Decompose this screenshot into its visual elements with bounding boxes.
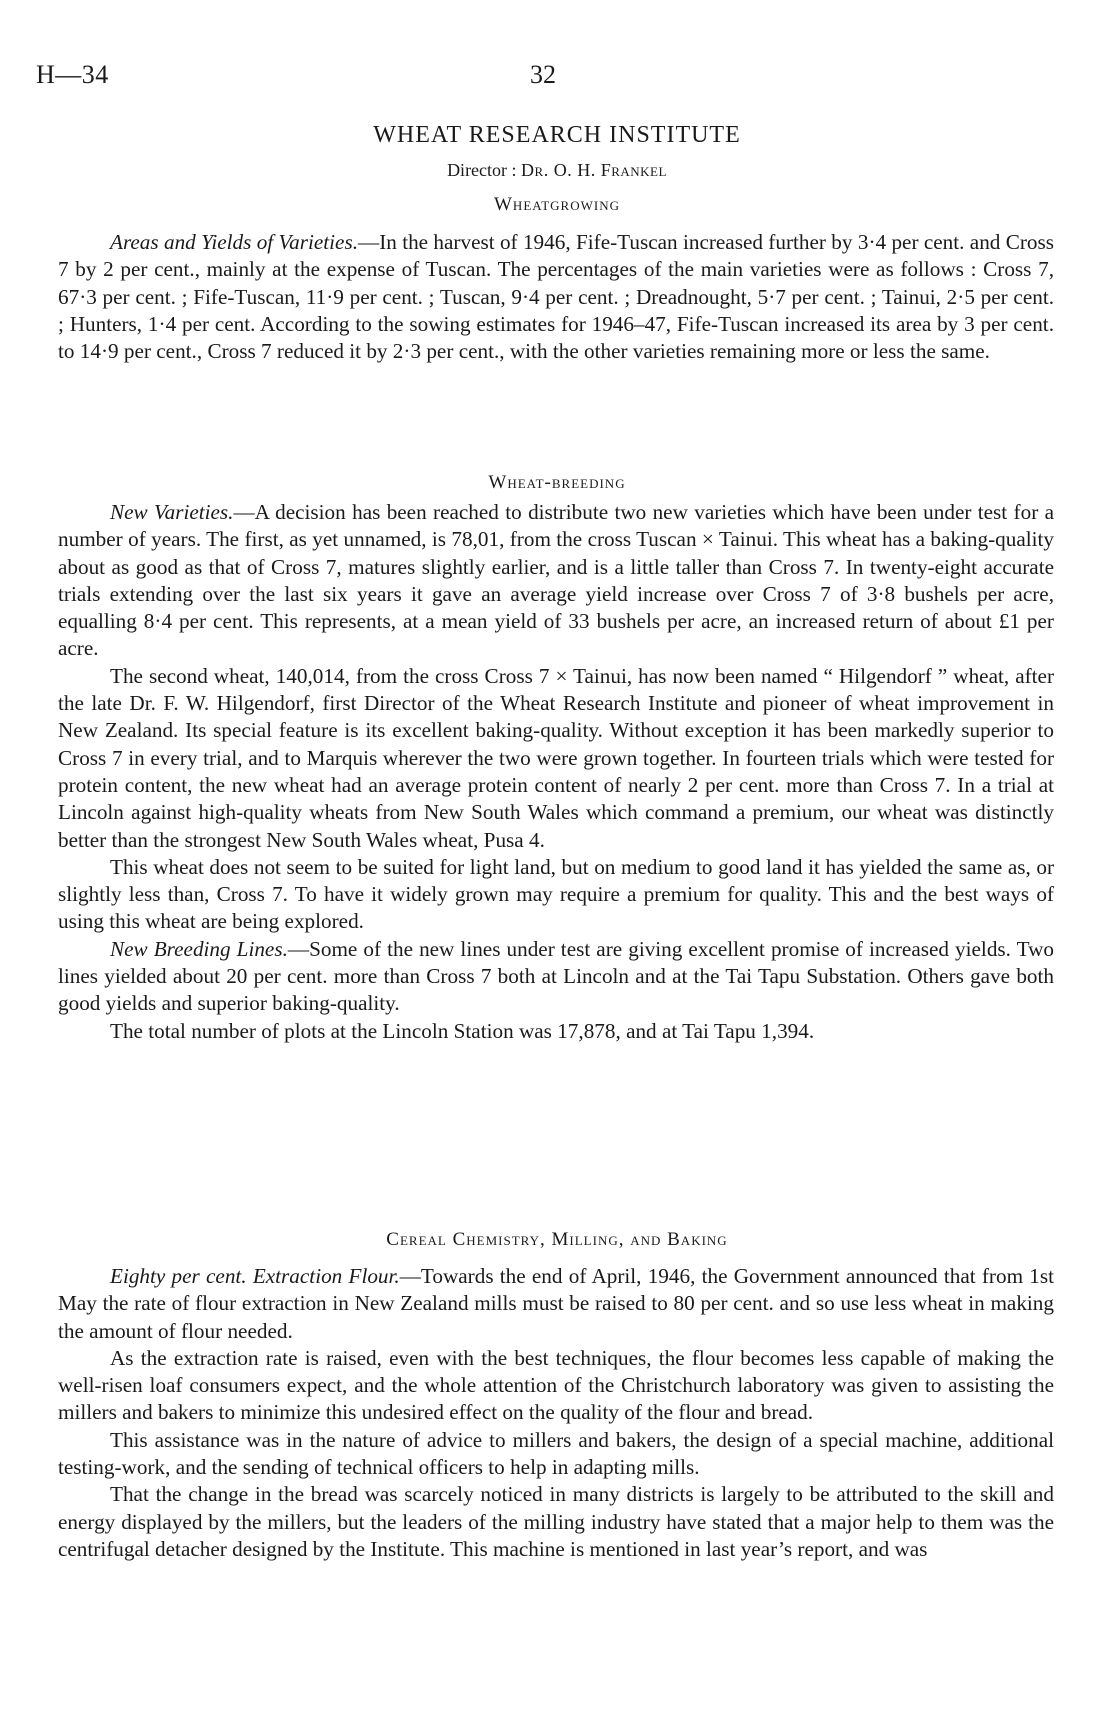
page-number: 32 xyxy=(530,60,556,89)
paragraph-text: This assistance was in the nature of advice to millers and bakers, the design of a special machine, additional testing-work, and the sending of technical officers to help in adapting mills. xyxy=(58,1427,1054,1480)
paragraph-text: —A decision has been reached to distribute two new varieties which have been under test for a number of years. The first, as yet unnamed, is 78,01, from the cross Tuscan × Tainui. This wheat has a baking-quality about as good as that of Cross 7, matures slightly earlier, and is a little taller than Cross 7. In twenty-eight accurate trials extending over the last six years it gave an average yield increase over Cross 7 of 3·8 bushels per acre, equalling 8·4 per cent. This represents, at a mean yield of 33 bushels per acre, an increased return of about £1 per acre. xyxy=(58,500,1054,661)
director-name: Dr. O. H. Frankel xyxy=(521,160,667,180)
paragraph-text: —Towards the end of April, 1946, the Government announced that from 1st May the rate of flour extraction in New Zealand mills must be raised to 80 per cent. and so use less wheat in making the amount of flour needed. xyxy=(58,1264,1055,1343)
paragraph xyxy=(58,1481,1054,1563)
paragraph-text: —Some of the new lines under test are giving excellent promise of increased yields. Two lines yielded about 20 per cent. more than Cross 7 both at Lincoln and at the Tai Tapu Substation. Others gave both good yields and superior baking-quality. xyxy=(58,936,1054,1016)
paragraph-text: As the extraction rate is raised, even with the best techniques, the flour becomes less capable of making the well-risen loaf consumers expect, and the whole attention of the Christchurch laboratory was given to assisting the millers and bakers to minimize this undesired effect on the quality of the flour and bread. xyxy=(58,1345,1054,1425)
paragraph xyxy=(58,1263,1054,1345)
paragraph xyxy=(58,229,1054,365)
paragraph xyxy=(58,936,1054,1018)
section-heading-cereal-chemistry: Cereal Chemistry, Milling, and Baking xyxy=(386,1229,728,1250)
paragraph xyxy=(58,854,1054,936)
paragraph-text: The total number of plots at the Lincoln Station was 17,878, and at Tai Tapu 1,394. xyxy=(110,1018,815,1043)
director-label: Director : xyxy=(447,160,517,180)
section-heading-wheat-breeding: Wheat-breeding xyxy=(488,472,626,493)
paragraph-text: That the change in the bread was scarcely noticed in many districts is largely to be attributed to the skill and energy displayed by the millers, but the leaders of the milling industry have stated that a major help to them was the centrifugal detacher designed by the Institute. This machine is mentioned in last year’s report, and was xyxy=(58,1482,1054,1561)
section-body-wheatgrowing xyxy=(58,229,1054,365)
paragraph xyxy=(58,499,1054,663)
paragraph-text: —In the harvest of 1946, Fife-Tuscan increased further by 3·4 per cent. and Cross 7 by 2 per cent., mainly at the expense of Tuscan. The percentages of the main varieties were as follows : Cross 7, 67·3 per cent. ; Fife-Tuscan, 11·9 per cent. ; Tuscan, 9·4 per cent. ; Dreadnought, 5·7 per cent. ; Tainui, 2·5 per cent. ; Hunters, 1·4 per cent. According to the sowing estimates for 1946–47, Fife-Tuscan increased its area by 3 per cent. to 14·9 per cent., Cross 7 reduced it by 2·3 per cent., with the other varieties remaining more or less the same. xyxy=(58,230,1055,364)
paragraph xyxy=(58,1427,1054,1482)
paragraph-lead: New Varieties. xyxy=(110,500,234,524)
section-body-cereal-chemistry xyxy=(58,1263,1054,1563)
paragraph-lead: New Breeding Lines. xyxy=(110,936,288,961)
paragraph-text: The second wheat, 140,014, from the cross Cross 7 × Tainui, has now been named “ Hilgendorf ” wheat, after the late Dr. F. W. Hilgendorf, first Director of the Wheat Research Institute and pioneer of wheat improvement in New Zealand. Its special feature is its excellent baking-quality. Without exception it has been markedly superior to Cross 7 in every trial, and to Marquis wherever the two were grown together. In fourteen trials which were tested for protein content, the new wheat had an average protein content of nearly 2 per cent. more than Cross 7. In a trial at Lincoln against high-quality wheats from New South Wales which command a premium, our wheat was distinctly better than the strongest New South Wales wheat, Pusa 4. xyxy=(58,663,1054,852)
section-body-wheat-breeding xyxy=(58,499,1054,1045)
paragraph-lead: Eighty per cent. Extraction Flour. xyxy=(110,1264,400,1288)
paragraph xyxy=(58,663,1054,854)
document-title: WHEAT RESEARCH INSTITUTE xyxy=(373,122,741,148)
paragraph xyxy=(58,1018,1054,1045)
page-reference: H—34 xyxy=(36,60,109,89)
section-heading-wheatgrowing: Wheatgrowing xyxy=(494,194,620,215)
paragraph-lead: Areas and Yields of Varieties. xyxy=(110,230,358,254)
director-line xyxy=(0,160,1114,181)
paragraph xyxy=(58,1345,1054,1427)
paragraph-text: This wheat does not seem to be suited for light land, but on medium to good land it has yielded the same as, or slightly less than, Cross 7. To have it widely grown may require a premium for quality. This and the best ways of using this wheat are being explored. xyxy=(58,854,1054,934)
